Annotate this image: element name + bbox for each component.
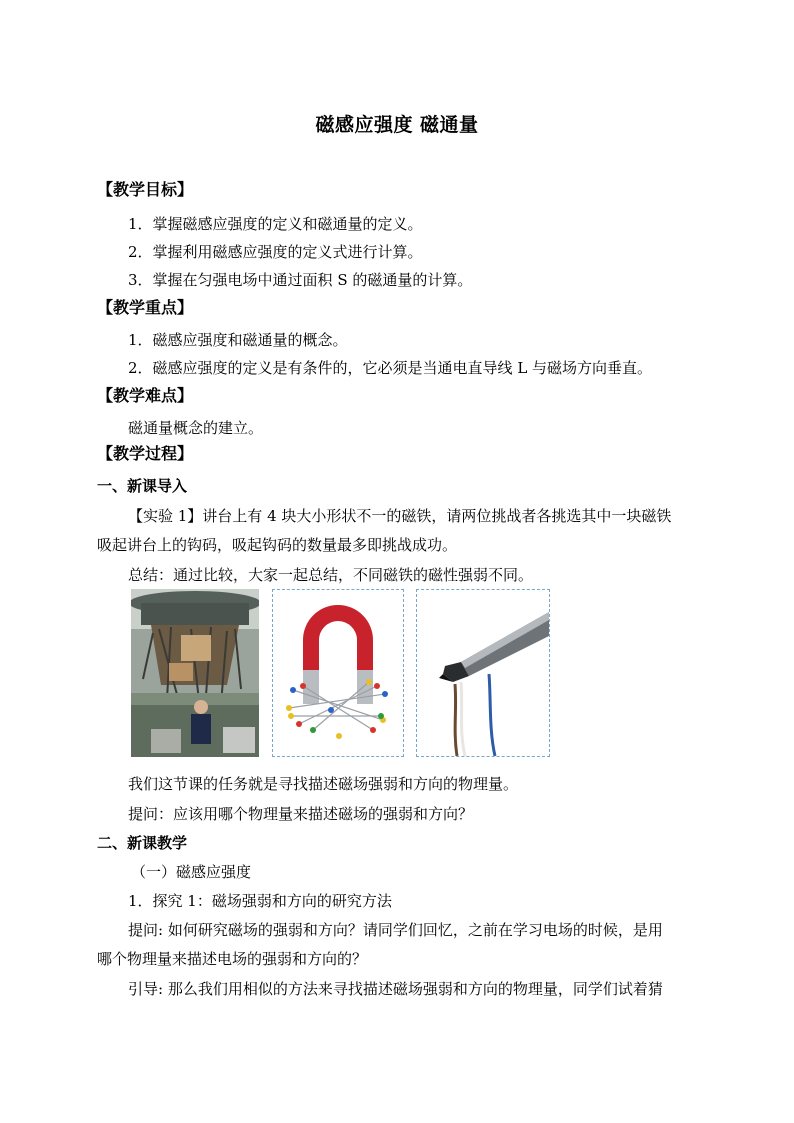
horseshoe-magnet-photo xyxy=(272,589,404,757)
electromagnet-scrap-photo xyxy=(131,589,259,757)
experiment-line-1: 【实验 1】讲台上有 4 块大小形状不一的磁铁，请两位挑战者各挑选其中一块磁铁 xyxy=(128,507,672,525)
difficulties-heading: 【教学难点】 xyxy=(97,386,194,405)
key-point-item-2: 2．磁感应强度的定义是有条件的，它必须是当通电直导线 L 与磁场方向垂直。 xyxy=(128,359,653,377)
electromagnet-scrap-icon xyxy=(131,589,259,757)
question-text: 提问：应该用哪个物理量来描述磁场的强弱和方向？ xyxy=(128,805,474,823)
part2-subheading: （一）磁感应强度 xyxy=(131,863,252,881)
key-point-item-1: 1．磁感应强度和磁通量的概念。 xyxy=(128,331,348,349)
process-heading: 【教学过程】 xyxy=(97,444,194,463)
horseshoe-magnet-icon xyxy=(273,590,403,756)
question-line-2: 哪个物理量来描述电场的强弱和方向的？ xyxy=(97,950,368,968)
objectives-heading: 【教学目标】 xyxy=(97,180,194,199)
key-points-heading: 【教学重点】 xyxy=(97,298,194,317)
question-line-1: 提问: 如何研究磁场的强弱和方向？请同学们回忆，之前在学习电场的时候，是用 xyxy=(128,921,663,939)
page-title: 磁感应强度 磁通量 xyxy=(315,114,479,136)
objective-item-3: 3．掌握在匀强电场中通过面积 S 的磁通量的计算。 xyxy=(128,271,473,289)
part2-heading: 二、新课教学 xyxy=(97,834,188,852)
task-text: 我们这节课的任务就是寻找描述磁场强弱和方向的物理量。 xyxy=(128,775,519,793)
summary-text: 总结：通过比较，大家一起总结，不同磁铁的磁性强弱不同。 xyxy=(128,566,534,584)
screwdriver-photo xyxy=(416,589,550,757)
experiment-line-2: 吸起讲台上的钩码，吸起钩码的数量最多即挑战成功。 xyxy=(97,536,458,554)
difficulties-text: 磁通量概念的建立。 xyxy=(128,419,264,437)
explore-text: 1．探究 1：磁场强弱和方向的研究方法 xyxy=(128,892,392,910)
objective-item-1: 1．掌握磁感应强度的定义和磁通量的定义。 xyxy=(128,215,423,233)
objective-item-2: 2．掌握利用磁感应强度的定义式进行计算。 xyxy=(128,243,423,261)
guide-text: 引导: 那么我们用相似的方法来寻找描述磁场强弱和方向的物理量，同学们试着猜 xyxy=(128,980,663,998)
screwdriver-icon xyxy=(417,590,549,756)
part1-heading: 一、新课导入 xyxy=(97,477,188,495)
